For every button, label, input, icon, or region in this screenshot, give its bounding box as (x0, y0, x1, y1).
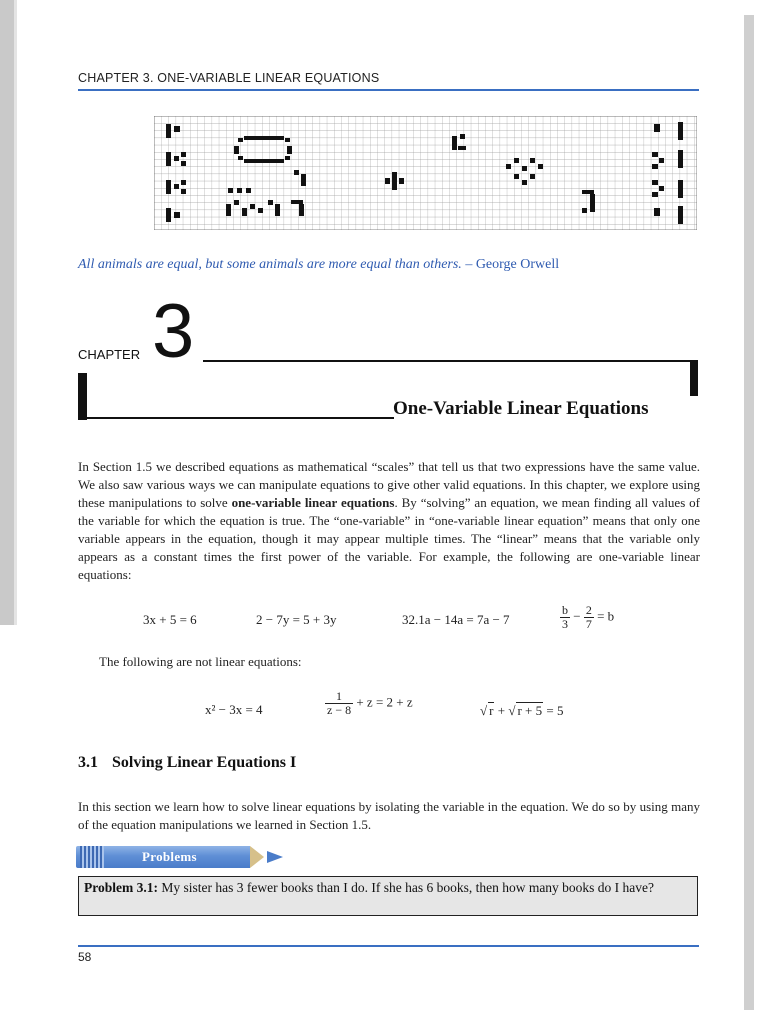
radical-sign-icon: √ (480, 703, 488, 718)
intro-text-1: In Section 1.5 we described equations as mathematical “scales” that tell us that two expressions have the same value. We also saw various ways we can manipulate equations to give other valid equations. In this chapter, we explore using these manipulations to solve (78, 459, 700, 510)
right-hand-side: = 5 (543, 703, 564, 718)
linear-example-1: 3x + 5 = 6 (143, 612, 197, 627)
fraction-denominator: z − 8 (327, 703, 352, 717)
chapter-word: CHAPTER (78, 347, 141, 362)
linear-example-2: 2 − 7y = 5 + 3y (256, 612, 337, 627)
problems-label: Problems (142, 849, 197, 864)
intro-paragraph (78, 458, 700, 584)
not-linear-intro: The following are not linear equations: (99, 654, 302, 669)
section-paragraph: In this section we learn how to solve linear equations by isolating the variable in the equation. We do so by using many of the equation manipulations we learned in Section 1.5. (78, 799, 700, 832)
problem-box (78, 876, 698, 916)
fraction-numerator: 1 (325, 690, 353, 704)
nonlinear-example-1: x² − 3x = 4 (205, 702, 263, 717)
pencil-stripes (80, 846, 104, 868)
epigraph (78, 257, 559, 273)
chapter-frame-right-bar (690, 360, 698, 396)
operator: + (494, 703, 509, 718)
problems-banner (76, 844, 284, 870)
running-header: CHAPTER 3. ONE-VARIABLE LINEAR EQUATIONS (78, 71, 380, 85)
section-number: 3.1 (78, 754, 98, 771)
chapter-title: One-Variable Linear Equations (393, 398, 649, 419)
epigraph-attribution: – George Orwell (461, 257, 560, 272)
section-title: Solving Linear Equations I (112, 754, 297, 771)
operator: − (570, 608, 584, 624)
section-heading (78, 754, 296, 772)
problem-text: My sister has 3 fewer books than I do. If she has 6 books, then how many books do I have? (158, 880, 655, 895)
fraction-2-over-7 (584, 604, 594, 631)
footer-rule (78, 945, 699, 947)
chapter-frame-bottom-rule (78, 417, 394, 419)
radicand-1: r (489, 703, 494, 718)
radical-sign-icon: √ (508, 703, 516, 718)
fraction-b-over-3 (560, 604, 570, 631)
fraction-1-over-z-minus-8 (325, 690, 353, 717)
scan-edge-left (0, 0, 14, 625)
scan-edge-right (744, 15, 754, 1010)
nonlinear-example-3 (480, 702, 563, 719)
page-number: 58 (78, 950, 92, 964)
intro-text-2: . By “solving” an equation, we mean finding all values of the variable for which the equation is true. The “one-variable” in “one-variable linear equation” means that only one variable appears in the equation, though it may appear multiple times. The “linear” means that the variable only appears as a constant times the first power of the variable. For example, the following are one-variable linear equations: (78, 495, 700, 582)
scan-edge-left-highlight (14, 0, 17, 625)
header-rule (78, 89, 699, 91)
epigraph-quote: All animals are equal, but some animals are more equal than others. (78, 257, 462, 272)
pencil-tip (250, 846, 264, 868)
fraction-numerator: 2 (585, 603, 592, 617)
radicand-2: r + 5 (517, 703, 543, 718)
fraction-denominator: 7 (585, 617, 592, 631)
intro-bold-term: one-variable linear equations (231, 495, 395, 510)
chapter-number: 3 (152, 289, 195, 374)
chapter-frame-top-rule (203, 360, 697, 362)
pencil-arrow-icon (267, 851, 283, 863)
linear-example-3: 32.1a − 14a = 7a − 7 (402, 612, 510, 627)
right-hand-side: = b (593, 608, 615, 624)
linear-example-4 (560, 604, 614, 631)
chapter-frame-left-bar (78, 373, 87, 420)
problem-label: Problem 3.1: (84, 880, 158, 895)
equation-rest: + z = 2 + z (353, 694, 413, 710)
nonlinear-example-2 (325, 690, 413, 717)
fraction-denominator: 3 (562, 617, 568, 631)
fraction-numerator: b (562, 603, 568, 617)
chapter-grid-illustration (154, 116, 697, 230)
